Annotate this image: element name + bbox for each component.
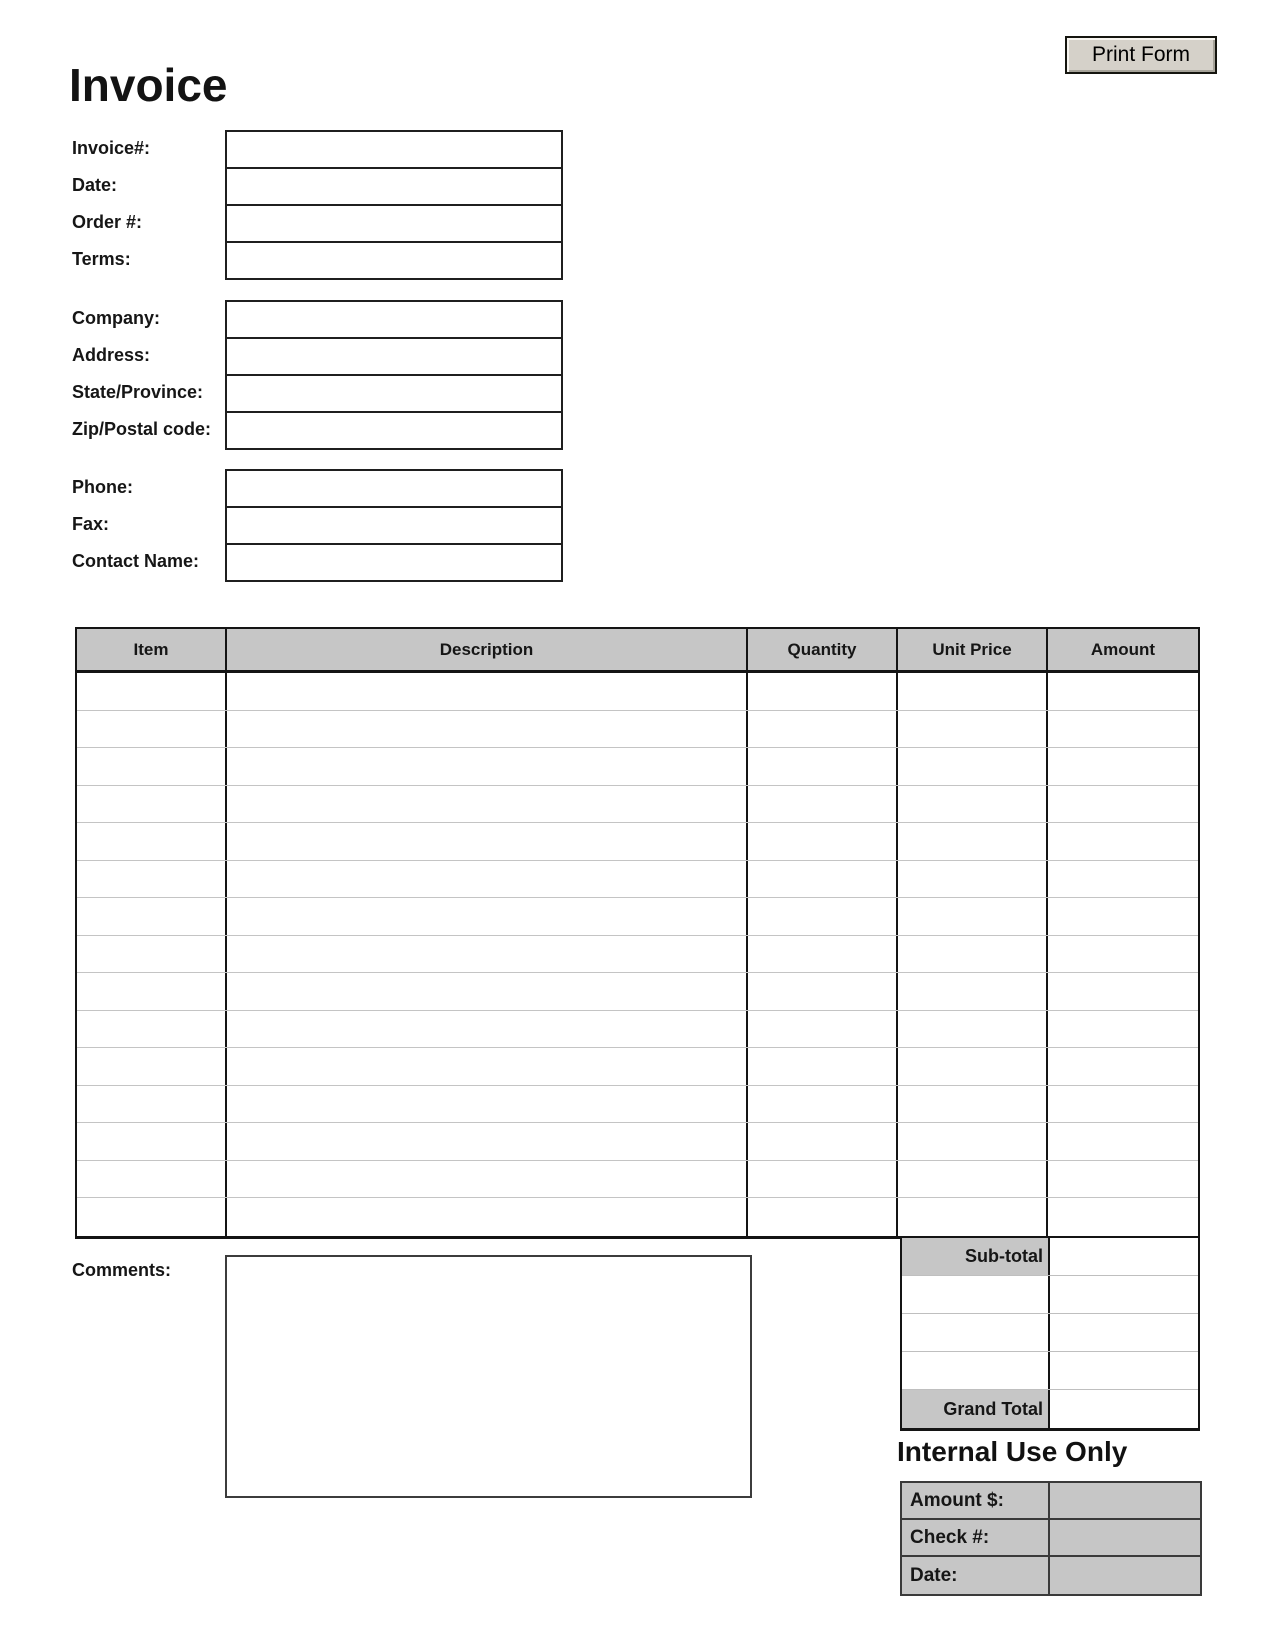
item-row — [77, 711, 1198, 749]
internal-date-label: Date: — [902, 1557, 1050, 1594]
contact-info-boxes — [225, 469, 563, 582]
totals-row-2-label — [902, 1276, 1050, 1313]
order-number-input[interactable] — [227, 206, 561, 243]
quantity-cell-input[interactable] — [748, 1123, 898, 1160]
amount-cell-input[interactable] — [1048, 1086, 1198, 1123]
quantity-cell-input[interactable] — [748, 823, 898, 860]
unit-price-cell-input[interactable] — [898, 1048, 1048, 1085]
description-cell-input[interactable] — [227, 711, 748, 748]
company-input[interactable] — [227, 302, 561, 339]
totals-row-4-label — [902, 1352, 1050, 1389]
contact-name-label: Contact Name: — [72, 551, 200, 571]
description-cell-input[interactable] — [227, 973, 748, 1010]
item-cell-input[interactable] — [77, 1161, 227, 1198]
item-row — [77, 1011, 1198, 1049]
items-table-header — [75, 627, 1200, 673]
address-input[interactable] — [227, 339, 561, 376]
invoice-number-input[interactable] — [227, 132, 561, 169]
company-label: Company: — [72, 308, 161, 328]
invoice-meta-boxes — [225, 130, 563, 280]
description-cell-input[interactable] — [227, 1048, 748, 1085]
quantity-cell-input[interactable] — [748, 973, 898, 1010]
internal-amount-value[interactable] — [1050, 1483, 1200, 1518]
totals-row-2-value[interactable] — [1050, 1276, 1198, 1313]
zip-postal-code-input[interactable] — [227, 413, 561, 448]
amount-column-header: Amount — [1090, 639, 1156, 659]
internal-amount-label: Amount $: — [902, 1483, 1050, 1518]
internal-check-number-value[interactable] — [1050, 1520, 1200, 1555]
item-row — [77, 1086, 1198, 1124]
description-cell-input[interactable] — [227, 673, 748, 710]
company-info-boxes — [225, 300, 563, 450]
quantity-cell-input[interactable] — [748, 1161, 898, 1198]
quantity-cell-input[interactable] — [748, 711, 898, 748]
contact-name-input[interactable] — [227, 545, 561, 580]
comments-label: Comments: — [72, 1259, 172, 1280]
item-row — [77, 898, 1198, 936]
quantity-cell-input[interactable] — [748, 1086, 898, 1123]
amount-cell-input[interactable] — [1048, 1161, 1198, 1198]
description-cell-input[interactable] — [227, 1123, 748, 1160]
unit-price-cell-input[interactable] — [898, 786, 1048, 823]
totals-row-4-value[interactable] — [1050, 1352, 1198, 1389]
quantity-cell-input[interactable] — [748, 748, 898, 785]
description-column-header: Description — [227, 629, 748, 670]
quantity-cell-input[interactable] — [748, 861, 898, 898]
terms-label: Terms: — [72, 249, 131, 269]
amount-cell-input[interactable] — [1048, 823, 1198, 860]
item-column-header: Item — [77, 629, 227, 670]
description-cell-input[interactable] — [227, 898, 748, 935]
sub-total-row — [902, 1238, 1198, 1276]
item-row — [77, 1123, 1198, 1161]
quantity-cell-input[interactable] — [748, 1011, 898, 1048]
item-row — [77, 1048, 1198, 1086]
comments-input[interactable] — [225, 1255, 752, 1498]
item-row — [77, 1198, 1198, 1236]
totals-row-3-row — [902, 1314, 1198, 1352]
address-label: Address: — [72, 345, 151, 365]
print-form-button[interactable]: Print Form — [1065, 36, 1217, 74]
item-cell-input[interactable] — [77, 861, 227, 898]
unit-price-cell-input[interactable] — [898, 898, 1048, 935]
invoice-date-label: Date: — [72, 175, 118, 195]
description-cell-input[interactable] — [227, 1198, 748, 1236]
description-cell-input[interactable] — [227, 1161, 748, 1198]
totals-section — [900, 1238, 1200, 1431]
amount-cell-input[interactable] — [1048, 973, 1198, 1010]
fax-input[interactable] — [227, 508, 561, 545]
totals-row-3-value[interactable] — [1050, 1314, 1198, 1351]
amount-cell-input[interactable] — [1048, 1011, 1198, 1048]
internal-use-table — [900, 1481, 1202, 1596]
unit-price-cell-input[interactable] — [898, 748, 1048, 785]
quantity-cell-input[interactable] — [748, 673, 898, 710]
item-cell-input[interactable] — [77, 1048, 227, 1085]
description-cell-input[interactable] — [227, 748, 748, 785]
totals-row-2-row — [902, 1276, 1198, 1314]
terms-input[interactable] — [227, 243, 561, 278]
phone-input[interactable] — [227, 471, 561, 508]
quantity-cell-input[interactable] — [748, 898, 898, 935]
amount-cell-input[interactable] — [1048, 936, 1198, 973]
unit-price-cell-input[interactable] — [898, 1086, 1048, 1123]
item-cell-input[interactable] — [77, 711, 227, 748]
invoice-date-input[interactable] — [227, 169, 561, 206]
item-row — [77, 786, 1198, 824]
amount-cell-input[interactable] — [1048, 673, 1198, 710]
amount-cell-input[interactable] — [1048, 748, 1198, 785]
unit-price-cell-input[interactable] — [898, 673, 1048, 710]
item-cell-input[interactable] — [77, 673, 227, 710]
amount-cell-input[interactable] — [1048, 898, 1198, 935]
item-row — [77, 673, 1198, 711]
item-cell-input[interactable] — [77, 1086, 227, 1123]
item-cell-input[interactable] — [77, 1123, 227, 1160]
item-cell-input[interactable] — [77, 748, 227, 785]
grand-total-row — [902, 1390, 1198, 1428]
item-row — [77, 748, 1198, 786]
grand-total-label: Grand Total — [902, 1390, 1050, 1428]
state-province-input[interactable] — [227, 376, 561, 413]
invoice-number-label: Invoice#: — [72, 138, 151, 158]
item-row — [77, 861, 1198, 899]
internal-date-row — [902, 1557, 1200, 1594]
item-cell-input[interactable] — [77, 973, 227, 1010]
sub-total-value[interactable] — [1050, 1238, 1198, 1275]
amount-cell-input[interactable] — [1048, 861, 1198, 898]
unit-price-cell-input[interactable] — [898, 1161, 1048, 1198]
description-cell-input[interactable] — [227, 823, 748, 860]
internal-check-number-row — [902, 1520, 1200, 1557]
totals-row-4-row — [902, 1352, 1198, 1390]
amount-cell-input[interactable] — [1048, 1198, 1198, 1236]
item-cell-input[interactable] — [77, 786, 227, 823]
page-title: Invoice — [69, 59, 228, 111]
description-cell-input[interactable] — [227, 936, 748, 973]
description-cell-input[interactable] — [227, 861, 748, 898]
quantity-column-header: Quantity — [748, 629, 898, 670]
unit-price-cell-input[interactable] — [898, 1198, 1048, 1236]
unit-price-cell-input[interactable] — [898, 1011, 1048, 1048]
unit-price-cell-input[interactable] — [898, 711, 1048, 748]
sub-total-label: Sub-total — [902, 1238, 1050, 1275]
quantity-cell-input[interactable] — [748, 936, 898, 973]
amount-cell-input[interactable] — [1048, 1048, 1198, 1085]
quantity-cell-input[interactable] — [748, 786, 898, 823]
order-number-label: Order #: — [72, 212, 143, 232]
amount-cell-input[interactable] — [1048, 1123, 1198, 1160]
unit-price-column-header: Unit Price — [898, 629, 1048, 670]
internal-use-heading: Internal Use Only — [897, 1436, 1128, 1467]
item-row — [77, 1161, 1198, 1199]
description-cell-input[interactable] — [227, 1086, 748, 1123]
amount-cell-input[interactable] — [1048, 711, 1198, 748]
internal-check-number-label: Check #: — [902, 1520, 1050, 1555]
internal-amount-row — [902, 1483, 1200, 1520]
description-cell-input[interactable] — [227, 1011, 748, 1048]
quantity-cell-input[interactable] — [748, 1198, 898, 1236]
item-cell-input[interactable] — [77, 936, 227, 973]
item-cell-input[interactable] — [77, 1198, 227, 1236]
state-province-label: State/Province: — [72, 382, 204, 402]
item-cell-input[interactable] — [77, 898, 227, 935]
internal-date-value[interactable] — [1050, 1557, 1200, 1594]
unit-price-cell-input[interactable] — [898, 823, 1048, 860]
unit-price-cell-input[interactable] — [898, 936, 1048, 973]
unit-price-cell-input[interactable] — [898, 973, 1048, 1010]
fax-label: Fax: — [72, 514, 110, 534]
quantity-cell-input[interactable] — [748, 1048, 898, 1085]
grand-total-value[interactable] — [1050, 1390, 1198, 1428]
description-cell-input[interactable] — [227, 786, 748, 823]
item-row — [77, 973, 1198, 1011]
amount-cell-input[interactable] — [1048, 786, 1198, 823]
item-cell-input[interactable] — [77, 1011, 227, 1048]
items-table-body — [75, 673, 1200, 1239]
unit-price-cell-input[interactable] — [898, 1123, 1048, 1160]
zip-postal-code-label: Zip/Postal code: — [72, 419, 212, 439]
totals-row-3-label — [902, 1314, 1050, 1351]
item-cell-input[interactable] — [77, 823, 227, 860]
item-row — [77, 823, 1198, 861]
item-row — [77, 936, 1198, 974]
unit-price-cell-input[interactable] — [898, 861, 1048, 898]
phone-label: Phone: — [72, 477, 133, 497]
